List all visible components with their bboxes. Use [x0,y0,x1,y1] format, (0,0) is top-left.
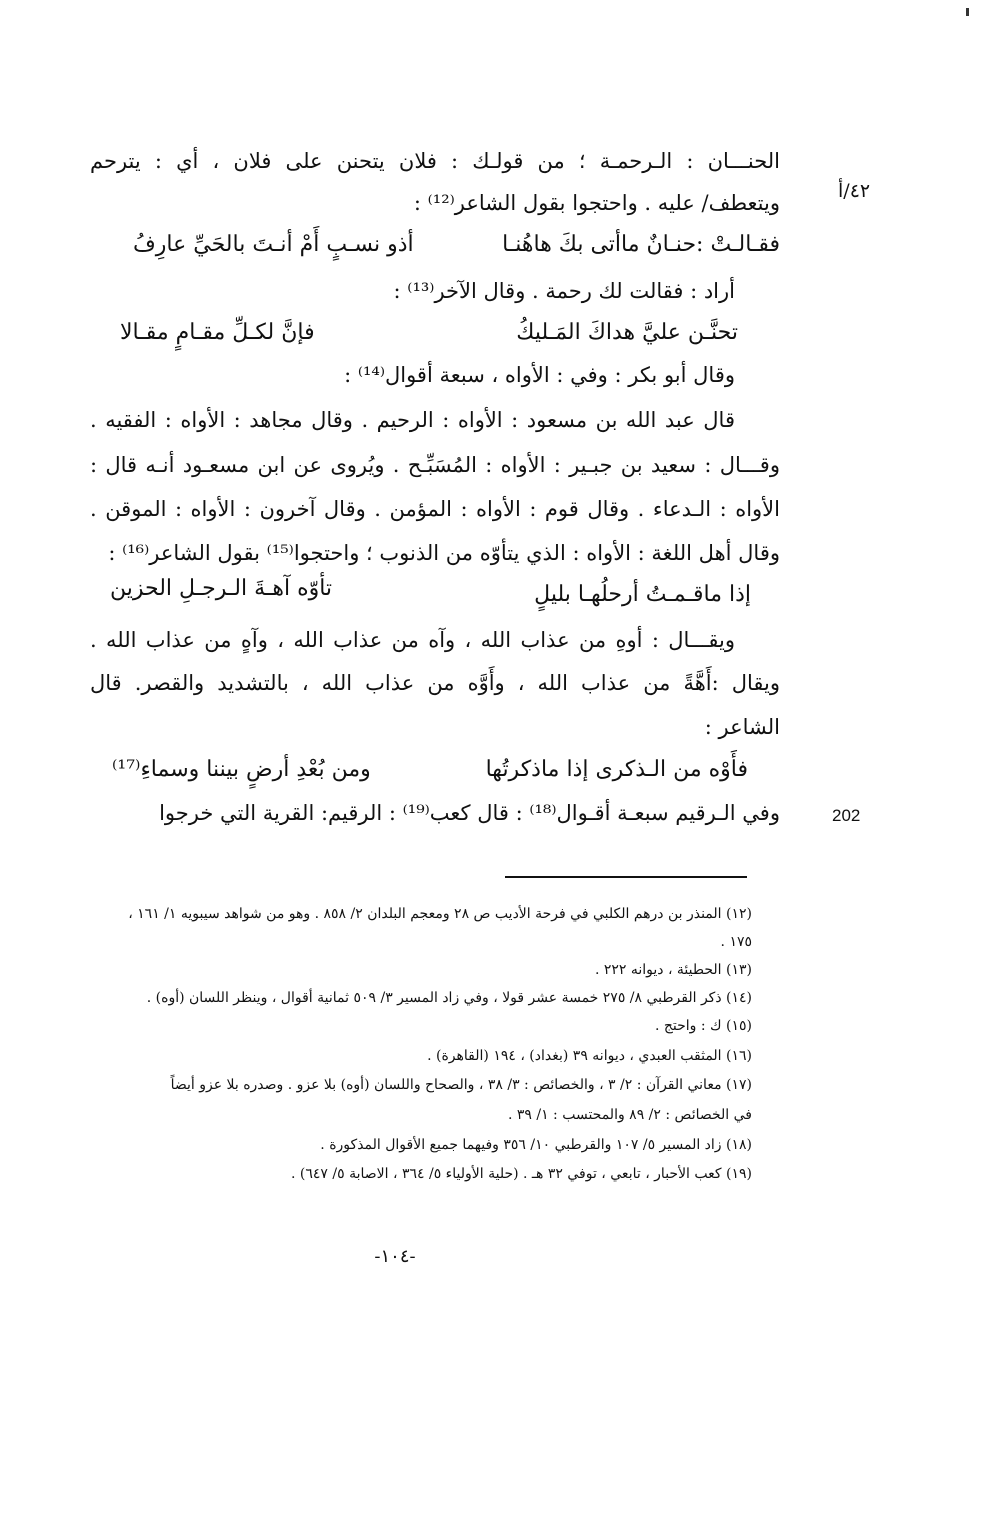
text-line: الأواه : الـدعاء . وقال قوم : الأواه : المؤمن . وقال آخرون : الأواه : الموقن . [90,497,780,521]
footnote: (١٦) المثقب العبدي ، ديوانه ٣٩ (بغداد) ، ١٩٤ (القاهرة) . [427,1048,752,1064]
text-line: قال عبد الله بن مسعود : الأواه : الرحيم . وقال مجاهد : الأواه : الفقيه . [90,408,735,432]
verse-hemistich-right: فقـالـتْ :حنـانٌ ماأتى بكَ هاهُنـا [502,232,780,257]
text-line: وفي الـرقيم سبعـة أقـوال⁽¹⁸⁾ : قال كعب⁽¹⁹⁾ : الرقيم: القرية التي خرجوا [159,801,780,825]
text-line: أراد : فقالت لك رحمة . وقال الآخر⁽¹³⁾ : [393,279,735,303]
text-line: وقال أبو بكر : وفي : الأواه ، سبعة أقوال⁽¹⁴⁾ : [344,363,735,387]
footnote: (١٨) زاد المسير ٥/ ١٠٧ والقرطبي ١٠/ ٣٥٦ وفيهما جميع الأقوال المذكورة . [320,1137,752,1153]
text-line: وقال أهل اللغة : الأواه : الذي يتأوّه من الذنوب ؛ واحتجوا⁽¹⁵⁾ بقول الشاعر⁽¹⁶⁾ : [108,541,780,565]
scan-mark [966,8,969,16]
verse-hemistich-right: إذا ماقـمـتُ أرحلُهـا بليلٍ [534,582,751,607]
verse-hemistich-left: أذو نسـبٍ أَمْ أنـتَ بالحَيِّ عارِفُ [133,232,414,257]
footnote: (١٣) الحطيئة ، ديوانه ٢٢٢ . [594,962,752,978]
text-line: وقـــال : سعيد بن جبـير : الأواه : المُسَبِّـح . ويُروى عن ابن مسعـود أنـه قال : [90,453,780,477]
text-line: ويقال :أَهَّةً من عذاب الله ، وأَوَّه من عذاب الله ، بالتشديد والقصر. قال [90,671,780,695]
verse-hemistich-left: تأوّه آهـةَ الـرجـلِ الحزين [110,576,333,601]
verse-hemistich-right: فأَوْه من الـذكرى إذا ماذكرتُها [485,757,748,782]
text-line: ويقـــال : أوهِ من عذاب الله ، وآه من عذاب الله ، وآهٍ من عذاب الله . [90,628,735,652]
footnote: ١٧٥ . [720,934,752,950]
footnote: (١٤) ذكر القرطبي ٨/ ٢٧٥ خمسة عشر قولا ، وفي زاد المسير ٣/ ٥٠٩ ثمانية أقوال ، وينظر اللسان (أوه) . [146,990,752,1006]
footnote: (١٧) معاني القرآن : ٢/ ٣ ، والخصائص : ٣/ ٣٨ ، والصحاح واللسان (أوه) بلا عزو . وصدره بلا عزو أيضاً [170,1077,752,1093]
footnote-separator [505,876,747,878]
text-line: الحنـــان : الـرحمـة ؛ من قولـك : فلان يتحنن على فلان ، أي : يترحم [90,149,780,173]
footnote: (١٢) المنذر بن درهم الكلبي في فرحة الأديب ص ٢٨ ومعجم البلدان ٢/ ٨٥٨ . وهو من شواهد سيبويه ١/ ١٦١ ، [128,906,752,922]
footnote: (١٥) ك : واحتج . [654,1018,752,1034]
footnote: في الخصائص : ٢/ ٨٩ والمحتسب : ١/ ٣٩ . [507,1107,752,1123]
original-page-ref: 202 [832,806,861,825]
text-line: ويتعطف/ عليه . واحتجوا بقول الشاعر⁽¹²⁾ : [413,191,780,215]
margin-folio-ref: ٤٢/أ [838,180,871,202]
footnote: (١٩) كعب الأحبار ، تابعي ، توفي ٣٢ هـ . (حلية الأولياء ٥/ ٣٦٤ ، الاصابة ٥/ ٦٤٧) . [291,1166,752,1182]
verse-hemistich-right: تحنَّـن عليَّ هداكَ المَـليكُ [516,320,738,345]
verse-hemistich-left: ومن بُعْدِ أرضٍ بيننا وسماءِ⁽¹⁷⁾ [112,757,371,782]
verse-hemistich-left: فإنَّ لكـلِّ مقـامٍ مقـالا [120,320,315,345]
page-number: -١٠٤- [374,1246,416,1267]
text-line: الشاعر : [704,715,780,739]
